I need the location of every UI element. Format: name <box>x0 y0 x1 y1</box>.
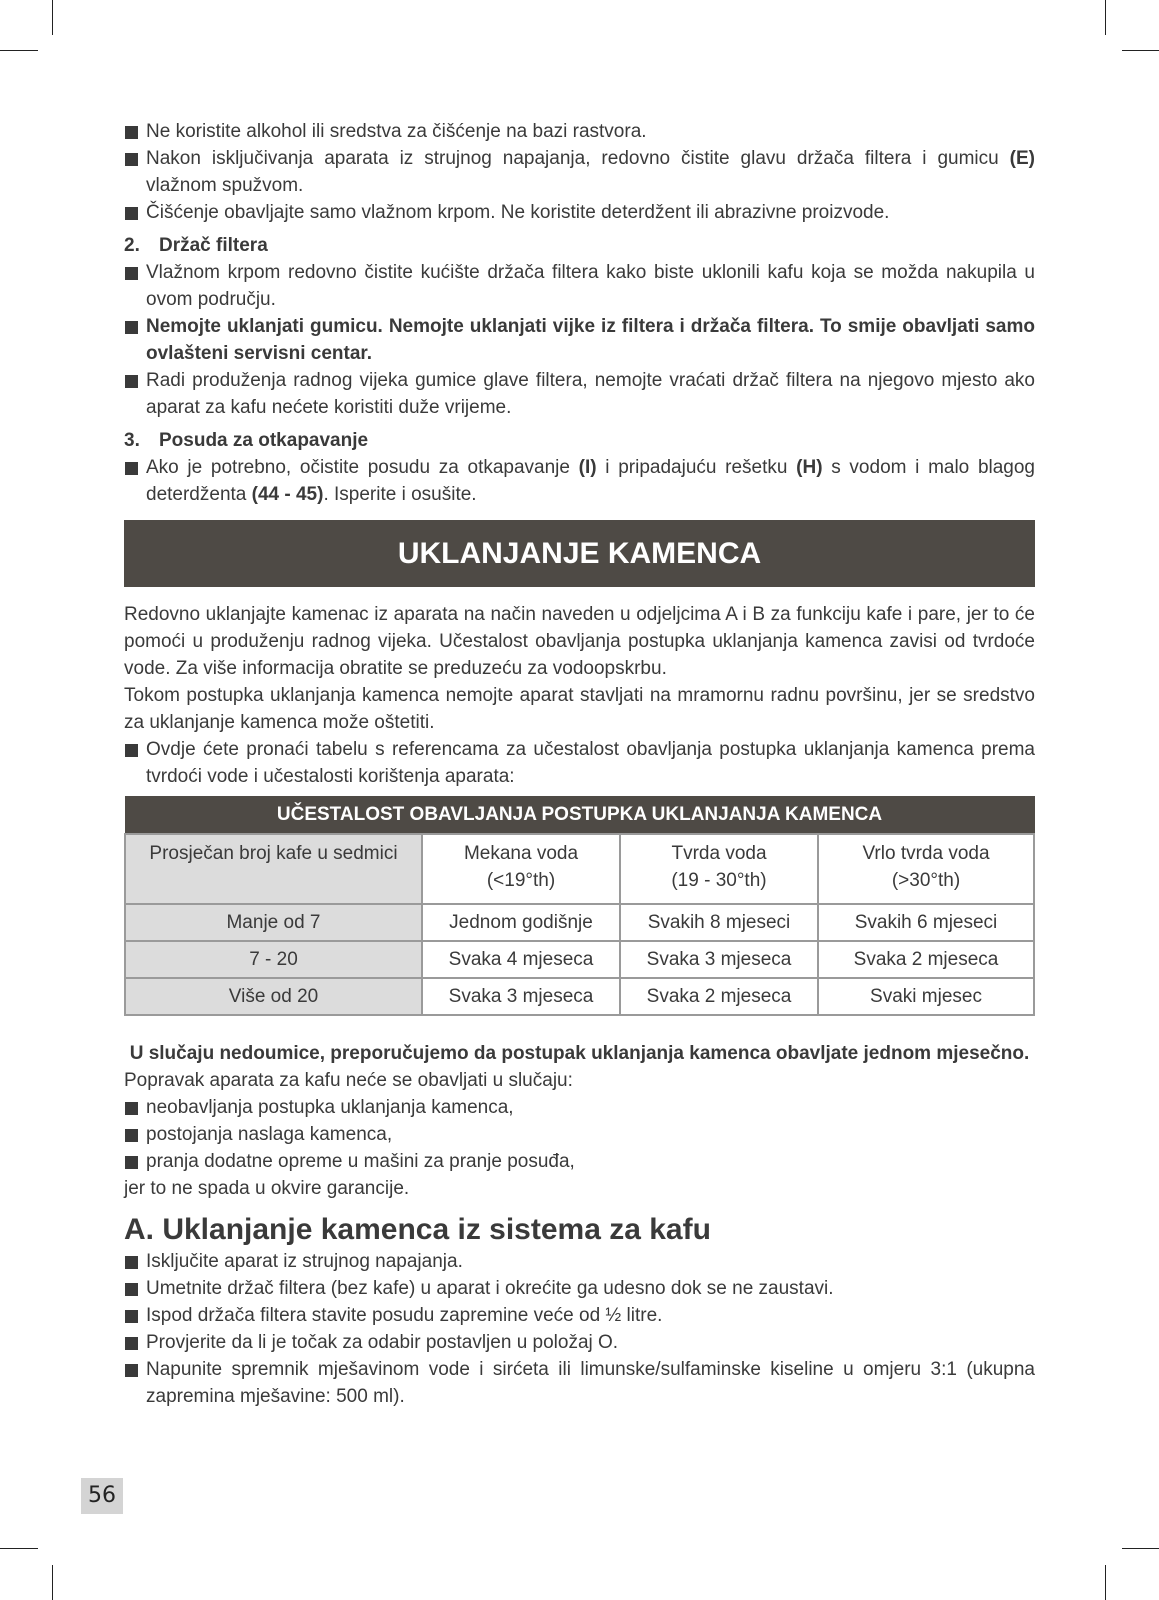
list-item: Ovdje ćete pronaći tabelu s referencama za učestalost obavljanja postupka uklanjanja kamenca prema tvrdoći vode i učestalosti korištenja aparata: <box>124 736 1035 790</box>
table-header-cell: Tvrda voda (19 - 30°th) <box>620 834 818 904</box>
section-heading: 2. Držač filtera <box>124 235 268 256</box>
crop-mark <box>52 1565 53 1600</box>
crop-mark <box>1105 0 1106 35</box>
table-row: Manje od 7 Jednom godišnje Svakih 8 mjeseci Svakih 6 mjeseci <box>125 904 1034 941</box>
square-bullet-icon <box>125 1156 138 1169</box>
list-item: Ako je potrebno, očistite posudu za otkapavanje (I) i pripadajuću rešetku (H) s vodom i malo blagog deterdženta (44 - 45). Isperite i osušite. <box>124 454 1035 508</box>
square-bullet-icon <box>125 1364 138 1377</box>
list-item: Radi produženja radnog vijeka gumice glave filtera, nemojte vraćati držač filtera na njegovo mjesto ako aparat za kafu nećete koristiti duže vrijeme. <box>124 367 1035 421</box>
table-header-cell: Prosječan broj kafe u sedmici <box>125 834 422 904</box>
crop-mark <box>1105 1565 1106 1600</box>
warranty-intro: Popravak aparata za kafu neće se obavljati u slučaju: <box>124 1070 573 1091</box>
list-item: Napunite spremnik mješavinom vode i sirćeta ili limunske/sulfaminske kiseline u omjeru 3:1 (ukupna zapremina mješavine: 500 ml). <box>124 1356 1035 1410</box>
square-bullet-icon <box>125 153 138 166</box>
square-bullet-icon <box>125 1283 138 1296</box>
square-bullet-icon <box>125 321 138 334</box>
page-content <box>124 118 1035 1410</box>
table-row: Više od 20 Svaka 3 mjeseca Svaka 2 mjeseca Svaki mjesec <box>125 978 1034 1015</box>
crop-mark <box>0 1548 38 1549</box>
list-item: Vlažnom krpom redovno čistite kućište držača filtera kako biste uklonili kafu koja se možda nakupila u ovom području. <box>124 259 1035 313</box>
list-item: Nakon isključivanja aparata iz strujnog napajanja, redovno čistite glavu držača filtera i gumicu (E) vlažnom spužvom. <box>124 145 1035 199</box>
table-header-cell: Vrlo tvrda voda (>30°th) <box>818 834 1034 904</box>
square-bullet-icon <box>125 375 138 388</box>
table-row: 7 - 20 Svaka 4 mjeseca Svaka 3 mjeseca Svaka 2 mjeseca <box>125 941 1034 978</box>
crop-mark <box>1122 50 1159 51</box>
table-title: UČESTALOST OBAVLJANJA POSTUPKA UKLANJANJA KAMENCA <box>125 797 1034 835</box>
square-bullet-icon <box>125 1310 138 1323</box>
descaling-frequency-table <box>124 796 1035 1016</box>
square-bullet-icon <box>125 207 138 220</box>
list-item: Isključite aparat iz strujnog napajanja. <box>124 1248 1035 1275</box>
square-bullet-icon <box>125 744 138 757</box>
list-item: Čišćenje obavljajte samo vlažnom krpom. Ne koristite deterdžent ili abrazivne proizvode. <box>124 199 1035 226</box>
part-reference: (E) <box>1009 148 1035 169</box>
square-bullet-icon <box>125 462 138 475</box>
list-item: Ispod držača filtera stavite posudu zapremine veće od ½ litre. <box>124 1302 1035 1329</box>
list-item: neobavljanja postupka uklanjanja kamenca, <box>124 1094 1035 1121</box>
list-item: Umetnite držač filtera (bez kafe) u aparat i okrećite ga udesno dok se ne zaustavi. <box>124 1275 1035 1302</box>
crop-mark <box>52 0 53 35</box>
list-item-warning: Nemojte uklanjati gumicu. Nemojte uklanjati vijke iz filtera i držača filtera. To smije obavljati samo ovlašteni servisni centar. <box>124 313 1035 367</box>
intro-paragraph: Redovno uklanjajte kamenac iz aparata na način naveden u odjeljcima A i B za funkciju kafe i pare, jer to će pomoći u produženju radnog vijeka. Učestalost obavljanja postupka uklanjanja kamenca zavisi od tvrdoće vode. Za više informacija obratite se preduzeću za vodoopskrbu. <box>124 604 1035 679</box>
square-bullet-icon <box>125 1337 138 1350</box>
square-bullet-icon <box>125 126 138 139</box>
square-bullet-icon <box>125 1129 138 1142</box>
warranty-outro: jer to ne spada u okvire garancije. <box>124 1178 410 1199</box>
table-header-row <box>125 834 1034 904</box>
list-item: postojanja naslaga kamenca, <box>124 1121 1035 1148</box>
list-item: Ne koristite alkohol ili sredstva za čišćenje na bazi rastvora. <box>124 118 1035 145</box>
section-a-title: A. Uklanjanje kamenca iz sistema za kafu <box>124 1213 711 1246</box>
recommendation-note: U slučaju nedoumice, preporučujemo da postupak uklanjanja kamenca obavljate jednom mjesečno. <box>129 1043 1030 1064</box>
table-header-cell: Mekana voda (<19°th) <box>422 834 620 904</box>
crop-mark <box>1122 1548 1159 1549</box>
square-bullet-icon <box>125 1256 138 1269</box>
page-number: 56 <box>81 1478 123 1514</box>
list-item: pranja dodatne opreme u mašini za pranje posuđa, <box>124 1148 1035 1175</box>
section-banner: UKLANJANJE KAMENCA <box>124 520 1035 587</box>
intro-paragraph: Tokom postupka uklanjanja kamenca nemojte aparat stavljati na mramornu radnu površinu, jer se sredstvo za uklanjanje kamenca može oštetiti. <box>124 685 1035 733</box>
square-bullet-icon <box>125 267 138 280</box>
square-bullet-icon <box>125 1102 138 1115</box>
list-item: Provjerite da li je točak za odabir postavljen u položaj O. <box>124 1329 1035 1356</box>
crop-mark <box>0 50 38 51</box>
section-heading: 3. Posuda za otkapavanje <box>124 430 369 451</box>
